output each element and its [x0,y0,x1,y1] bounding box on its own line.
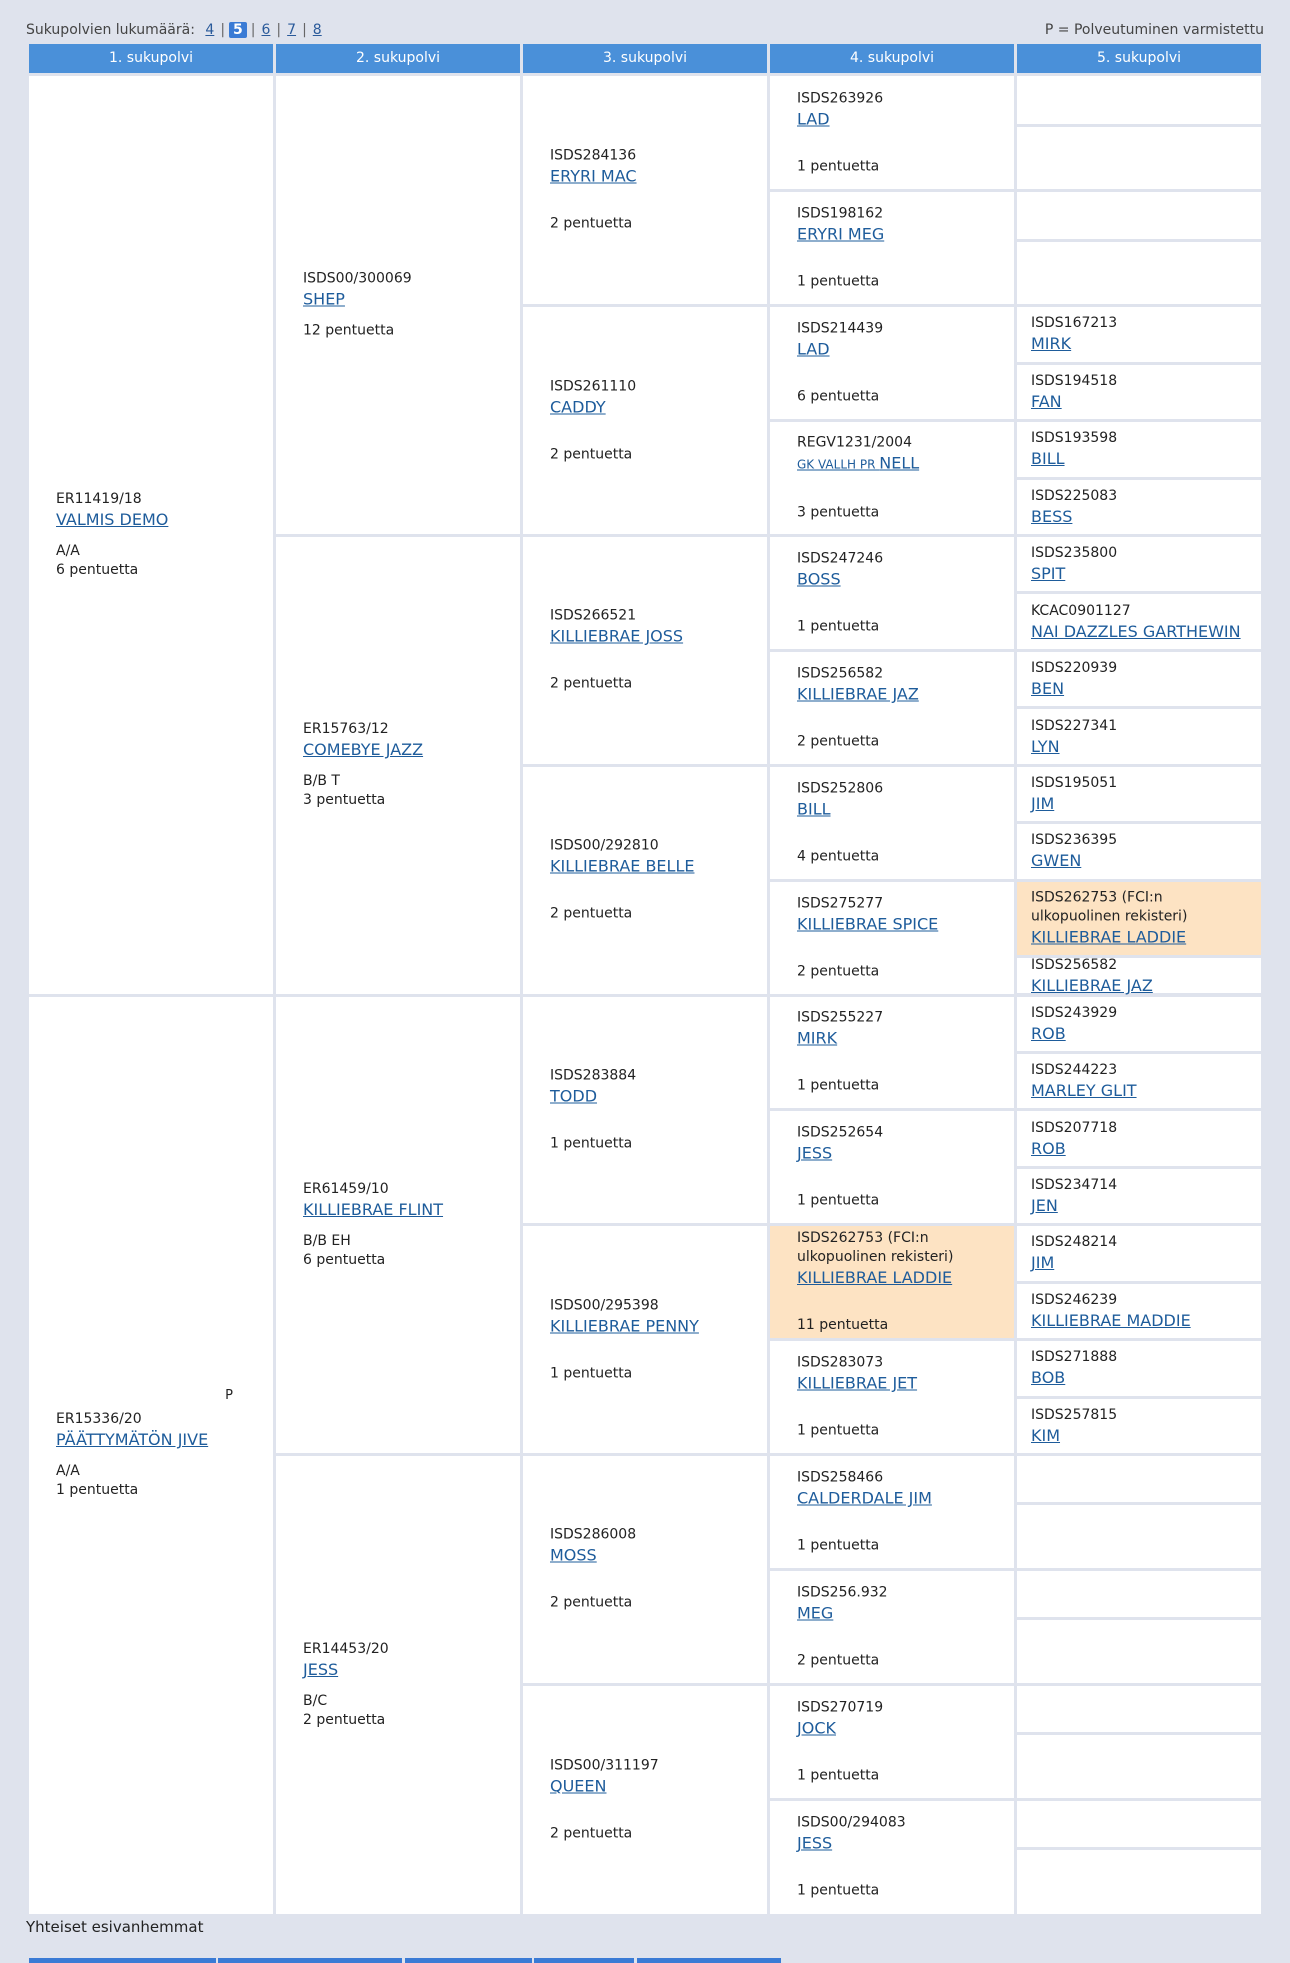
registration-number: ISDS193598 [1031,430,1118,447]
tab-strip-1[interactable] [29,1958,216,1963]
gen5-cell [1017,127,1261,189]
registration-number: ISDS214439 [797,320,884,337]
gen4-cell [770,537,1014,649]
gen4-cell [770,307,1014,419]
spacer [797,360,1006,388]
gen5-cell [1017,242,1261,304]
dog-name-link[interactable]: KILLIEBRAE PENNY [550,1316,699,1336]
litters-count: 2 pentuetta [797,963,880,980]
registration-number: ISDS00/295398 [550,1297,659,1314]
registration-number: ISDS207718 [1031,1119,1118,1136]
dog-name-link[interactable]: FAN [1031,391,1062,411]
registration-number: ISDS255227 [797,1009,884,1026]
dog-name-link[interactable]: JEN [1031,1196,1058,1216]
spacer [797,1623,1006,1651]
spacer [303,1220,512,1232]
dog-info [1017,314,1261,354]
litters-count: 1 pentuetta [797,273,880,290]
dog-info [770,664,1014,751]
name-prefix: GK VALLH PR [797,457,880,472]
spacer [797,129,1006,157]
dog-extra: B/B T [303,773,340,790]
gen1-cell [29,997,273,1915]
gen5-cell [1017,1505,1261,1567]
litters-count: 3 pentuetta [303,792,386,809]
registration-number: ISDS243929 [1031,1004,1118,1021]
dog-name-link[interactable]: LAD [797,339,830,359]
spacer [550,1106,759,1134]
registration-number: REGV1231/2004 [797,434,912,451]
dog-info [1017,1119,1261,1159]
registration-number: ISDS247246 [797,550,884,567]
gen2-cell [276,76,520,534]
gen4-cell [770,192,1014,304]
registration-number: ISDS256582 [797,665,884,682]
registration-number: ER11419/18 [56,490,142,507]
dog-info [770,1009,1014,1096]
dog-extra: A/A [56,1463,80,1480]
dog-name-link[interactable]: JIM [1031,1253,1055,1273]
gen5-cell [1017,958,1261,993]
gen5-cell [1017,1801,1261,1847]
registration-number: ISDS256.932 [797,1584,888,1601]
dog-extra: B/B EH [303,1232,351,1249]
registration-number: ISDS220939 [1031,660,1118,677]
registration-number: ISDS256582 [1031,956,1118,973]
registration-number: ISDS236395 [1031,832,1118,849]
registration-number: ISDS00/294083 [797,1814,906,1831]
litters-count: 1 pentuetta [550,1365,633,1382]
gen3-cell [523,767,767,994]
dog-name-link[interactable]: LAD [797,109,830,129]
registration-number: ISDS252806 [797,780,884,797]
registration-number: ISDS286008 [550,1526,637,1543]
spacer [797,1288,1006,1316]
spacer [303,1680,512,1692]
dog-name-link[interactable]: BOSS [797,569,841,589]
gen3-cell [523,1226,767,1453]
dog-info [523,147,767,234]
registration-number: ISDS262753 (FCI:n ulkopuolinen rekisteri) [1031,889,1188,925]
dog-info [1017,1061,1261,1101]
litters-count: 1 pentuetta [797,158,880,175]
litters-count: 1 pentuetta [797,1537,880,1554]
dog-name-link[interactable]: VALMIS DEMO [56,509,169,529]
spacer [550,1796,759,1824]
dog-name-link[interactable]: PÄÄTTYMÄTÖN JIVE [56,1430,209,1450]
spacer [797,476,1006,504]
registration-number: ISDS275277 [797,895,884,912]
spacer [797,1394,1006,1422]
dog-name-link[interactable]: QUEEN [550,1776,607,1796]
dog-name-link[interactable]: BEN [1031,679,1065,699]
spacer [56,1450,265,1462]
dog-name-link[interactable]: ERYRI MEG [797,224,885,244]
dog-name-link[interactable]: CALDERDALE JIM [797,1488,932,1508]
dog-info [770,1583,1014,1670]
gen4-cell [770,767,1014,879]
registration-number: ER14453/20 [303,1641,389,1657]
registration-number: ISDS198162 [797,205,884,222]
dog-name-link[interactable]: KILLIEBRAE FLINT [303,1199,444,1219]
gen5-cell [1017,1850,1261,1914]
registration-number: ISDS227341 [1031,717,1118,734]
registration-number: ISDS258466 [797,1469,884,1486]
litters-count: 2 pentuetta [550,1825,633,1842]
dog-name-link[interactable]: BILL [797,799,831,819]
litters-count: 2 pentuetta [303,1712,386,1728]
generation-header-5: 5. sukupolvi [1017,44,1261,73]
generations-count-bar: Sukupolvien lukumäärä: 4 | 5 | 6 | 7 | 8 [26,22,322,38]
litters-count: 2 pentuetta [797,1652,880,1669]
registration-number: ISDS283884 [550,1067,637,1084]
dog-name-link[interactable]: LYN [1031,736,1060,756]
gen2-cell [276,1456,520,1914]
dog-extra: B/C [303,1693,328,1709]
spacer [56,530,265,542]
gen3-cell [523,537,767,764]
dog-name-link[interactable]: SHEP [303,289,345,309]
registration-number: ISDS246239 [1031,1291,1118,1308]
dog-info [770,89,1014,176]
generation-header-4: 4. sukupolvi [770,44,1014,73]
dog-info [276,1180,520,1270]
gen4-cell [770,1111,1014,1223]
gen4-cell [770,422,1014,534]
litters-count: 1 pentuetta [797,1192,880,1209]
gen5-cell [1017,307,1261,361]
spacer [797,1049,1006,1077]
spacer [797,934,1006,962]
gen4-cell [770,1226,1014,1338]
litters-count: 1 pentuetta [797,1077,880,1094]
gen4-cell [770,1571,1014,1683]
registration-number: ISDS283073 [797,1354,884,1371]
spacer [797,1508,1006,1536]
generation-header-3: 3. sukupolvi [523,44,767,73]
tab-strip-4[interactable] [534,1958,634,1963]
dog-info [523,607,767,694]
generations-option-6[interactable]: 6 [261,22,271,38]
dog-name-link[interactable]: JOCK [797,1718,836,1738]
gen3-cell [523,76,767,304]
generation-header-2: 2. sukupolvi [276,44,520,73]
gen5-cell [1017,192,1261,238]
dog-info [770,1814,1014,1901]
gen4-cell [770,1686,1014,1798]
gen5-cell [1017,882,1261,956]
gen5-cell [1017,1169,1261,1223]
dog-name-link[interactable]: KILLIEBRAE JOSS [550,626,684,646]
spacer [797,1854,1006,1882]
dog-name-link[interactable]: CADDY [550,397,606,417]
dog-info [523,1296,767,1383]
dog-name-link[interactable]: JESS [303,1660,339,1679]
litters-count: 1 pentuetta [797,618,880,635]
dog-info [770,434,1014,523]
dog-info [770,1354,1014,1441]
generations-option-4[interactable]: 4 [205,22,215,38]
litters-count: 1 pentuetta [797,1767,880,1784]
registration-number: ISDS235800 [1031,545,1118,562]
registration-number: ISDS252654 [797,1124,884,1141]
spacer [797,245,1006,273]
gen5-cell [1017,76,1261,124]
dog-info [29,1388,273,1500]
dog-info [1017,774,1261,814]
gen3-cell [523,307,767,534]
dog-name-link[interactable]: NAI DAZZLES GARTHEWIN [1031,621,1241,641]
dog-info [523,1526,767,1613]
dog-info [770,549,1014,636]
dog-info [276,720,520,810]
spacer [550,187,759,215]
registration-number: ER15336/20 P [56,1388,233,1428]
dog-name-link[interactable]: KILLIEBRAE LADDIE [797,1268,953,1288]
gen4-cell [770,1456,1014,1568]
registration-number: ISDS244223 [1031,1062,1118,1079]
gen5-cell [1017,594,1261,648]
dog-name-link[interactable]: JIM [1031,793,1055,813]
gen5-cell [1017,1686,1261,1732]
generations-label: Sukupolvien lukumäärä: [26,22,195,38]
dog-name-link[interactable]: ERYRI MAC [550,166,637,186]
dog-name-link[interactable]: MIRK [797,1028,838,1048]
litters-count: 6 pentuetta [303,1251,386,1268]
dog-name-link[interactable]: KILLIEBRAE JET [797,1373,918,1393]
common-ancestors-title: Yhteiset esivanhemmat [26,1918,204,1936]
gen5-cell [1017,1735,1261,1797]
dog-name-link[interactable]: SPIT [1031,564,1066,584]
dog-name-link[interactable]: BILL [1031,449,1065,469]
dog-name-link[interactable]: MIRK [1031,334,1072,354]
dog-info [276,270,520,341]
spacer [797,819,1006,847]
dog-name-link[interactable]: KILLIEBRAE MADDIE [1031,1310,1191,1330]
dog-name-link[interactable]: JESS [797,1143,833,1163]
gen2-cell [276,537,520,994]
gen5-cell [1017,537,1261,591]
dog-name-link[interactable]: COMEBYE JAZZ [303,740,424,760]
gen5-cell [1017,997,1261,1051]
registration-number: ISDS225083 [1031,487,1118,504]
dog-info [1017,831,1261,871]
dog-name-link[interactable]: TODD [550,1086,598,1106]
dog-info [770,1468,1014,1555]
dog-info [1017,372,1261,412]
dog-info [1017,659,1261,699]
registration-number: ISDS261110 [550,378,637,395]
spacer [797,1738,1006,1766]
dog-info [523,377,767,464]
dog-name-link[interactable]: KILLIEBRAE JAZ [1031,975,1153,995]
verified-parentage-mark: P [225,1388,233,1404]
dog-info [29,490,273,580]
gen3-cell [523,1456,767,1683]
dog-info [770,779,1014,866]
gen5-cell [1017,824,1261,878]
gen5-cell [1017,1054,1261,1108]
gen4-cell [770,1341,1014,1453]
dog-info [770,1229,1014,1335]
dog-name-link[interactable]: JESS [797,1833,833,1853]
gen5-cell [1017,652,1261,706]
dog-info [1017,544,1261,584]
spacer [550,417,759,445]
litters-count: 2 pentuetta [550,215,633,232]
generations-selector [26,22,1264,44]
gen5-cell [1017,1341,1261,1395]
spacer [797,704,1006,732]
litters-count: 2 pentuetta [797,733,880,750]
tab-strip-2[interactable] [218,1958,402,1963]
spacer [797,1164,1006,1192]
dog-info [1017,1233,1261,1273]
registration-number: ER15763/12 [303,721,389,738]
registration-number: ISDS263926 [797,90,884,107]
gen5-cell [1017,1399,1261,1453]
litters-count: 1 pentuetta [797,1422,880,1439]
dog-info [1017,717,1261,757]
dog-info [770,1698,1014,1785]
dog-name-link[interactable]: KILLIEBRAE LADDIE [1031,927,1187,947]
registration-number: ISDS248214 [1031,1234,1118,1251]
dog-name-link[interactable]: KILLIEBRAE JAZ [797,684,919,704]
litters-count: 11 pentuetta [797,1317,889,1334]
generation-header-1: 1. sukupolvi [29,44,273,73]
gen1-cell [29,76,273,994]
dog-info [523,1756,767,1843]
registration-number: ISDS194518 [1031,372,1118,389]
litters-count: 2 pentuetta [550,1594,633,1611]
dog-info [1017,1406,1261,1446]
spacer [550,1336,759,1364]
dog-extra: A/A [56,542,80,559]
dog-name-link[interactable]: GK VALLH PR NELL [797,453,920,473]
dog-info [523,1066,767,1153]
gen4-cell [770,1801,1014,1914]
gen5-cell [1017,422,1261,476]
dog-info [1017,487,1261,527]
registration-number: ISDS00/300069 [303,270,412,287]
gen5-cell [1017,1111,1261,1165]
dog-name-link[interactable]: KILLIEBRAE BELLE [550,856,695,876]
gen5-cell [1017,480,1261,534]
dog-name-link[interactable]: MOSS [550,1545,597,1565]
dog-name-link[interactable]: MEG [797,1603,834,1623]
gen3-cell [523,997,767,1224]
litters-count: 6 pentuetta [56,561,139,578]
dog-name-link[interactable]: MARLEY GLIT [1031,1081,1137,1101]
gen2-cell [276,997,520,1454]
litters-count: 3 pentuetta [797,504,880,521]
dog-info [1017,1291,1261,1331]
dog-info [1017,602,1261,642]
registration-number: ISDS234714 [1031,1177,1118,1194]
dog-info [1017,1004,1261,1044]
registration-number: ISDS271888 [1031,1349,1118,1366]
gen4-cell [770,76,1014,189]
spacer [550,1566,759,1594]
litters-count: 2 pentuetta [550,905,633,922]
litters-count: 2 pentuetta [550,675,633,692]
tab-strip-5[interactable] [637,1958,781,1963]
dog-info [276,1640,520,1730]
generations-option-8[interactable]: 8 [312,22,322,38]
dog-info [1017,889,1261,948]
generations-option-5-selected[interactable]: 5 [229,22,247,38]
dog-name-link[interactable]: KILLIEBRAE SPICE [797,914,939,934]
registration-number: ISDS262753 (FCI:n ulkopuolinen rekisteri) [797,1230,954,1266]
registration-number: ISDS00/292810 [550,837,659,854]
dog-name-link[interactable]: BOB [1031,1368,1066,1388]
registration-number: KCAC0901127 [1031,602,1131,619]
litters-count: 1 pentuetta [797,1882,880,1899]
registration-number: ISDS195051 [1031,774,1118,791]
litters-count: 4 pentuetta [797,848,880,865]
dog-name-link[interactable]: ROB [1031,1023,1066,1043]
dog-info [1017,1176,1261,1216]
spacer [303,760,512,772]
litters-count: 1 pentuetta [56,1482,139,1499]
registration-number: ER61459/10 [303,1180,389,1197]
gen4-cell [770,882,1014,994]
gen5-cell [1017,1456,1261,1502]
dog-info [1017,1348,1261,1388]
dog-name-link[interactable]: KIM [1031,1425,1061,1445]
registration-number: ISDS167213 [1031,315,1118,332]
spacer [550,647,759,675]
registration-number: ISDS00/311197 [550,1757,659,1774]
gen3-cell [523,1686,767,1914]
gen5-cell [1017,1226,1261,1280]
litters-count: 6 pentuetta [797,388,880,405]
registration-number: ISDS270719 [797,1699,884,1716]
litters-count: 2 pentuetta [550,446,633,463]
dog-info [1017,429,1261,469]
gen5-cell [1017,1284,1261,1338]
gen5-cell [1017,365,1261,419]
dog-name-link[interactable]: ROB [1031,1138,1066,1158]
generations-option-7[interactable]: 7 [287,22,297,38]
dog-info [770,1124,1014,1211]
pedigree-legend: P = Polveutuminen varmistettu [1044,22,1264,38]
litters-count: 1 pentuetta [550,1135,633,1152]
dog-info [770,205,1014,292]
gen5-cell [1017,709,1261,763]
spacer [303,310,512,322]
dog-name-link[interactable]: GWEN [1031,851,1082,871]
registration-number: ISDS284136 [550,147,637,164]
gen5-cell [1017,1620,1261,1682]
dog-name-link[interactable]: BESS [1031,506,1073,526]
dog-info [770,320,1014,407]
litters-count: 12 pentuetta [303,322,395,339]
gen4-cell [770,997,1014,1109]
dog-info [523,837,767,924]
gen5-cell [1017,767,1261,821]
gen4-cell [770,652,1014,764]
registration-number: ISDS257815 [1031,1406,1118,1423]
spacer [550,877,759,905]
dog-info [1017,956,1261,996]
registration-number: ISDS266521 [550,607,637,624]
spacer [797,589,1006,617]
gen5-cell [1017,1571,1261,1617]
tab-strip-3[interactable] [405,1958,532,1963]
dog-info [770,894,1014,981]
